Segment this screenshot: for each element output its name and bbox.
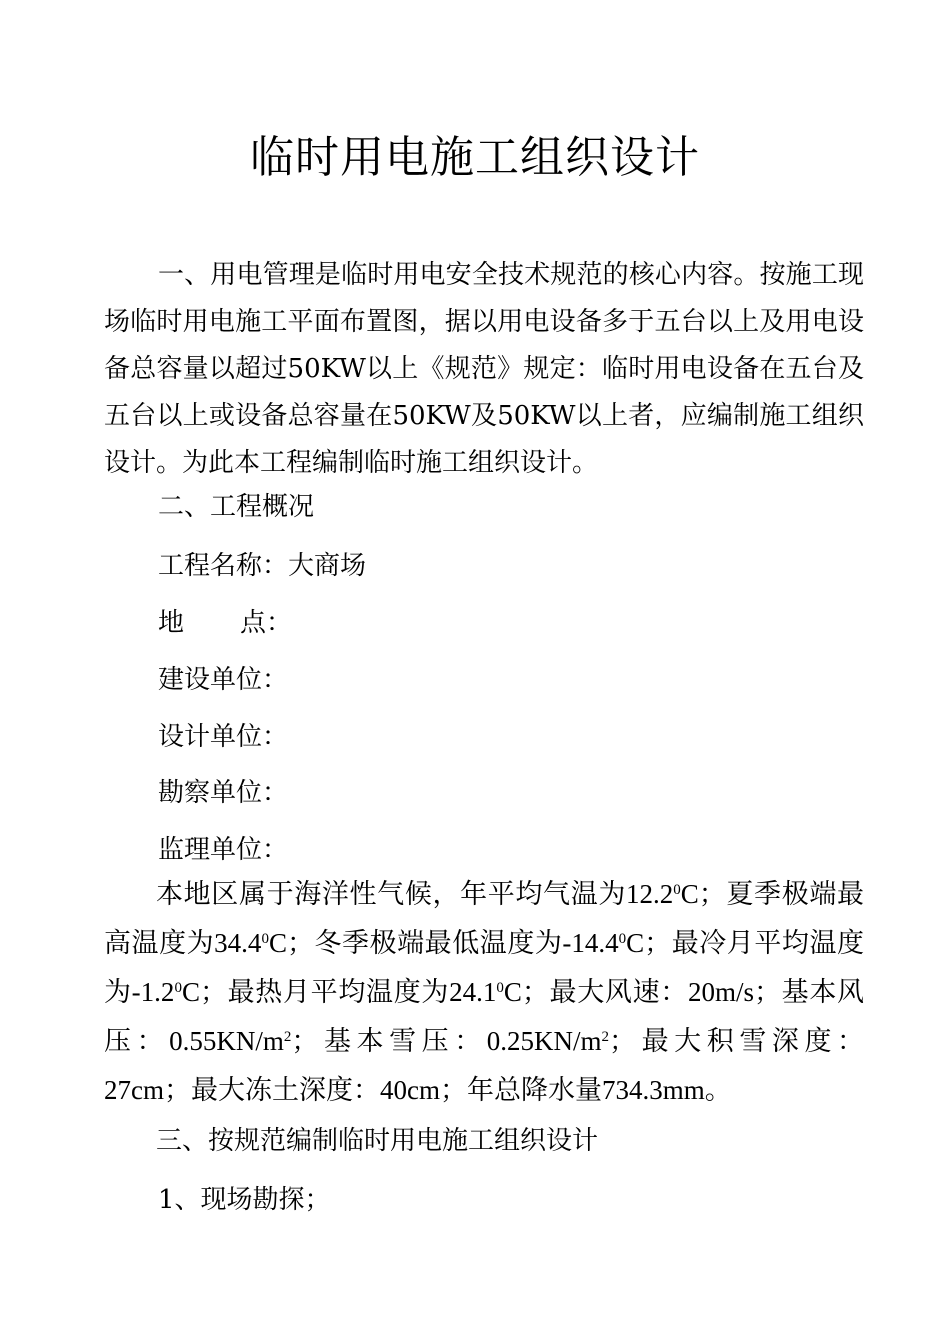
degree-superscript: 0: [496, 980, 504, 996]
climate-text-1: 本地区属于海洋性气候，年平均气温为12.2: [156, 879, 674, 909]
climate-paragraph: [104, 870, 864, 1115]
supervisor-field: 监理单位：: [158, 835, 289, 865]
section-2-heading: 二、工程概况: [158, 492, 315, 522]
section-3-heading: 三、按规范编制临时用电施工组织设计: [156, 1126, 599, 1156]
climate-text-8: ；最大积雪深度：27cm；最大冻土深度：40cm；年总降水量734.3mm。: [104, 1026, 865, 1105]
climate-text-6: C；最大风速：20m/s；基本风压：0.55KN/m: [104, 977, 864, 1056]
project-name-field: 工程名称：大商场: [158, 551, 367, 581]
location-field: [158, 603, 292, 643]
intro-paragraph: 一、用电管理是临时用电安全技术规范的核心内容。按施工现场临时用电施工平面布置图，据以用电设备多于五台以上及用电设备总容量以超过50KW以上《规范》规定：临时用电设备在五台及五台以上或设备总容量在50KW及50KW以上者，应编制施工组织设计。为此本工程编制临时施工组织设计。: [104, 260, 864, 478]
climate-text-2: C；夏季极端最高温度为34.4: [104, 879, 864, 958]
squared-superscript: 2: [283, 1029, 292, 1045]
degree-superscript: 0: [174, 980, 182, 996]
degree-superscript: 0: [261, 931, 269, 947]
climate-text-4: C；最冷月平均温度为-1.2: [104, 928, 864, 1007]
climate-text-5: C；最热月平均温度为24.1: [181, 977, 497, 1007]
location-label-second: 点：: [240, 608, 293, 638]
item-1: 1、现场勘探；: [158, 1185, 331, 1215]
squared-superscript: 2: [601, 1029, 610, 1045]
builder-field: 建设单位：: [158, 665, 289, 695]
climate-text-7: ；基本雪压：0.25KN/m: [291, 1026, 602, 1056]
surveyor-field: 勘察单位：: [158, 778, 289, 808]
designer-field: 设计单位：: [158, 722, 289, 752]
degree-superscript: 0: [618, 931, 627, 947]
document-title: 临时用电施工组织设计: [250, 132, 700, 183]
location-label-first: 地: [158, 608, 185, 638]
degree-superscript: 0: [673, 882, 681, 898]
climate-text-3: C；冬季极端最低温度为-14.4: [268, 928, 619, 958]
